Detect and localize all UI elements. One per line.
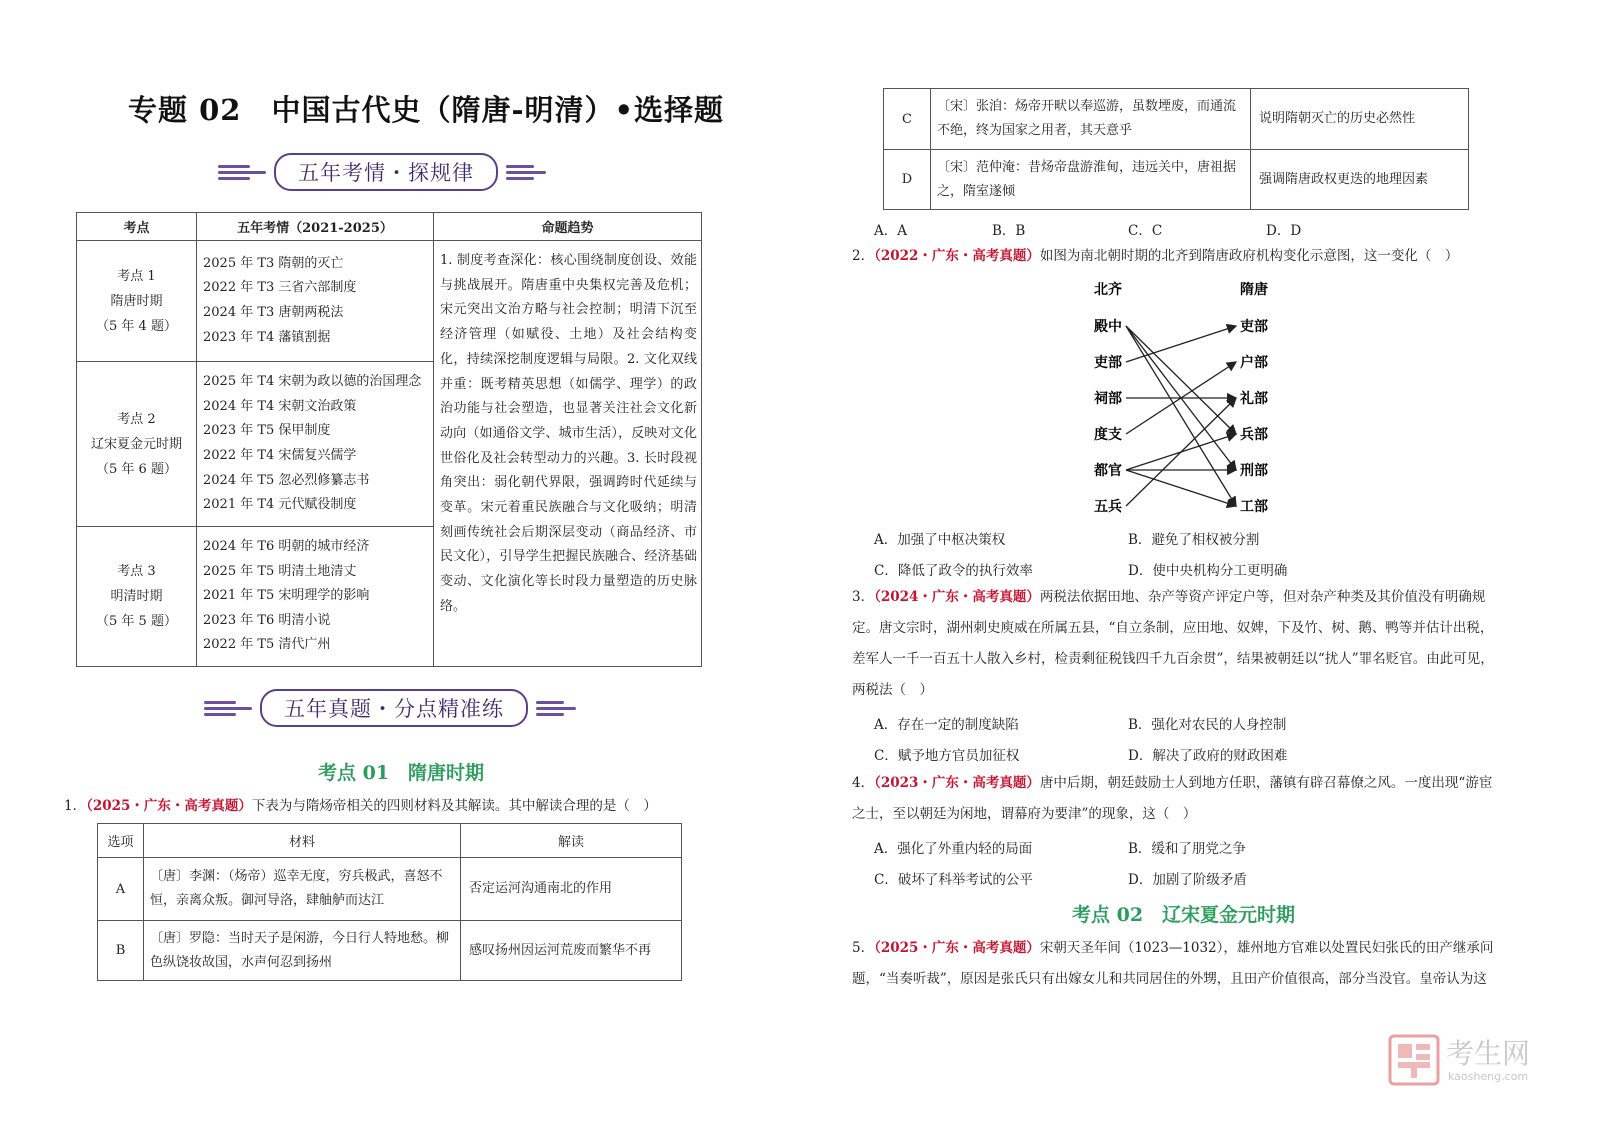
question-4-stem: 4．（2023・广东・高考真题）唐中后期，朝廷鼓励士人到地方任职，藩镇有辟召幕僚之风。一度出现“游宦之士，至以朝廷为闲地，谓幕府为要津”的现象，这（ ） [852,775,1493,822]
question-2-stem: 2．（2022・广东・高考真题）如图为南北朝时期的北齐到隋唐政府机构变化示意图，这一变化（ ） [852,248,1459,264]
banner-decoration-right [506,165,546,180]
option-c[interactable]: C．赋予地方官员加征权 [874,748,1020,764]
agency-change-diagram [1080,276,1300,520]
option-a[interactable]: A．存在一定的制度缺陷 [874,717,1019,733]
question-2-options [874,528,1474,588]
point-cell: 考点 3 明清时期 （5 年 5 题） [77,527,197,667]
section-heading-liao-song: 考点 02 辽宋夏金元时期 [1072,904,1296,926]
page-title: 专题 02 中国古代史（隋唐-明清）•选择题 [128,93,725,127]
banner-label: 五年考情・探规律 [274,153,498,191]
diagram-right-title: 隋唐 [1240,282,1268,298]
table-header-row [77,213,702,241]
option-d[interactable]: D．解决了政府的财政困难 [1128,748,1288,764]
diagram-right-label: 礼部 [1240,391,1268,407]
exam-trend-table [76,212,702,667]
option-a[interactable]: A．加强了中枢决策权 [874,532,1006,548]
question-source: （2025・广东・高考真题） [874,940,1040,956]
table-row: A 〔唐〕李渊：（炀帝）巡幸无度，穷兵极武，喜怒不恒，亲离众叛。御河导洛，肆舳舻而达江 否定运河沟通南北的作用 [98,858,682,921]
question-1-table-left [97,823,682,981]
question-1-stem: 1．（2025・广东・高考真题）下表为与隋炀帝相关的四则材料及其解读。其中解读合理的是（ ） [64,798,657,814]
option-c[interactable]: C．降低了政令的执行效率 [874,563,1033,579]
diagram-right-labels [1239,318,1268,515]
diagram-left-label: 都官 [1094,463,1122,479]
question-1-options [874,219,1474,239]
option-d[interactable]: D．D [1266,223,1302,239]
table-header-row: 选项 材料 解读 [98,824,682,858]
option-d[interactable]: D．加剧了阶级矛盾 [1128,872,1247,888]
trend-text-cell: 1. 制度考查深化：核心围绕制度创设、效能与挑战展开。隋唐重中央集权完善及危机；宋元突出文治方略与社会控制；明清下沉至经济管理（如赋役、土地）及社会结构变化，持续深挖制度逻辑与局限。2. 文化双线并重：既考精英思想（如儒学、理学）的政治功能与社会塑造，也显著关注社会文化新动向（如通俗文学、城市生活），反映对文化世俗化及社会转型动力的兴趣。3. 长时段视角突出：弱化朝代界限，强调跨时代延续与变革。宋元着重民族融合与文化吸纳；明清刻画传统社会后期深层变动（商品经济、市民文化），引导学生把握民族融合、经济基础变动、文化演化等长时段力量塑造的历史脉络。 [434,241,702,667]
table-row: C 〔宋〕张洎：炀帝开畎以奉巡游，虽数堙废，而通流不绝，终为国家之用者，其天意乎 说明隋朝灭亡的历史必然性 [884,89,1469,150]
table-row: B 〔唐〕罗隐：当时天子是闲游，今日行人特地愁。柳色纵饶妆故国，水声何忍到扬州 感叹扬州因运河荒废而繁华不再 [98,921,682,981]
diagram-arrow [1126,326,1236,362]
point-cell: 考点 2 辽宋夏金元时期 （5 年 6 题） [77,362,197,527]
watermark-logo-icon [1388,1034,1440,1086]
question-3-stem: 3．（2024・广东・高考真题）两税法依据田地、杂产等资产评定户等，但对杂产种类及其价值没有明确规定。唐文宗时，湖州刺史庾威在所属五县，“自立条制，应田地、奴婢，下及竹、树、鹅、鸭等并估计出税，差军人一千一百五十人散入乡村，检责剩征税钱四千九百余贯”，结果被朝廷以“扰人”罪名贬官。由此可见，两税法（ ） [852,589,1494,698]
table-row: D 〔宋〕范仲淹：昔炀帝盘游淮甸，违远关中，唐祖据之，隋室遂倾 强调隋唐政权更迭的地理因素 [884,150,1469,210]
section-banner-past-exams [204,691,576,725]
diagram-right-label: 吏部 [1240,319,1268,335]
question-4-options [874,837,1474,897]
diagram-arrows [1126,326,1236,506]
diagram-arrow [1126,326,1236,434]
banner-decoration-left [204,701,252,716]
option-b[interactable]: B．避免了相权被分割 [1128,532,1260,548]
question-1-table-right [883,88,1469,210]
diagram-left-label: 殿中 [1094,319,1122,335]
watermark-url: kaosheng.com [1448,1070,1529,1083]
header-point: 考点 [77,213,197,241]
option-a[interactable]: A．强化了外重内轻的局面 [874,841,1033,857]
exams-cell: 2025 年 T4 宋朝为政以德的治国理念 2024 年 T4 宋朝文治政策 2023 年 T5 保甲制度 2022 年 T4 宋儒复兴儒学 2024 年 T5 忽必烈修纂志书 2021 年 T4 元代赋役制度 [197,362,434,527]
diagram-left-label: 五兵 [1094,499,1122,515]
diagram-arrow [1126,326,1236,506]
option-c[interactable]: C．C [1128,223,1163,239]
option-c[interactable]: C．破坏了科举考试的公平 [874,872,1033,888]
point-cell: 考点 1 隋唐时期 （5 年 4 题） [77,241,197,362]
diagram-right-label: 户部 [1240,355,1268,371]
watermark-brand: 考生网 [1446,1037,1531,1070]
question-source: （2025・广东・高考真题） [86,798,252,814]
exams-cell: 2024 年 T6 明朝的城市经济 2025 年 T5 明清土地清丈 2021 年 T5 宋明理学的影响 2023 年 T6 明清小说 2022 年 T5 清代广州 [197,527,434,667]
question-source: （2024・广东・高考真题） [874,589,1040,605]
diagram-right-label: 刑部 [1240,463,1268,479]
banner-label: 五年真题・分点精准练 [260,689,528,727]
diagram-arrow [1126,470,1236,506]
option-b[interactable]: B．B [992,223,1026,239]
header-trend: 命题趋势 [434,213,702,241]
question-5-stem: 5．（2025・广东・高考真题）宋朝天圣年间（1023—1032），雄州地方官难以处置民妇张氏的田产继承问题，“当奏听裁”，原因是张氏只有出嫁女儿和共同居住的外甥，且田产价值很高，部分当没官。皇帝认为这 [852,940,1494,987]
header-exams: 五年考情（2021-2025） [197,213,434,241]
diagram-left-labels [1093,318,1122,515]
question-source: （2023・广东・高考真题） [874,775,1040,791]
option-b[interactable]: B．强化对农民的人身控制 [1128,717,1287,733]
diagram-left-title: 北齐 [1094,282,1122,298]
question-3-options [874,713,1474,773]
diagram-left-label: 吏部 [1094,355,1122,371]
table-row [77,241,702,362]
question-source: （2022・广东・高考真题） [874,248,1040,264]
diagram-left-label: 祠部 [1094,391,1122,407]
diagram-arrow [1126,398,1236,506]
exams-cell: 2025 年 T3 隋朝的灭亡 2022 年 T3 三省六部制度 2024 年 T3 唐朝两税法 2023 年 T4 藩镇割据 [197,241,434,362]
option-d[interactable]: D．使中央机构分工更明确 [1128,563,1288,579]
section-heading-sui-tang: 考点 01 隋唐时期 [318,762,485,784]
diagram-right-label: 工部 [1240,499,1268,515]
banner-decoration-right [536,701,576,716]
banner-decoration-left [218,165,266,180]
diagram-left-label: 度支 [1094,427,1122,443]
option-a[interactable]: A．A [874,223,907,239]
option-b[interactable]: B．缓和了朋党之争 [1128,841,1246,857]
watermark [1388,1030,1548,1090]
diagram-right-label: 兵部 [1240,427,1268,443]
section-banner-exam-trends [218,155,546,189]
